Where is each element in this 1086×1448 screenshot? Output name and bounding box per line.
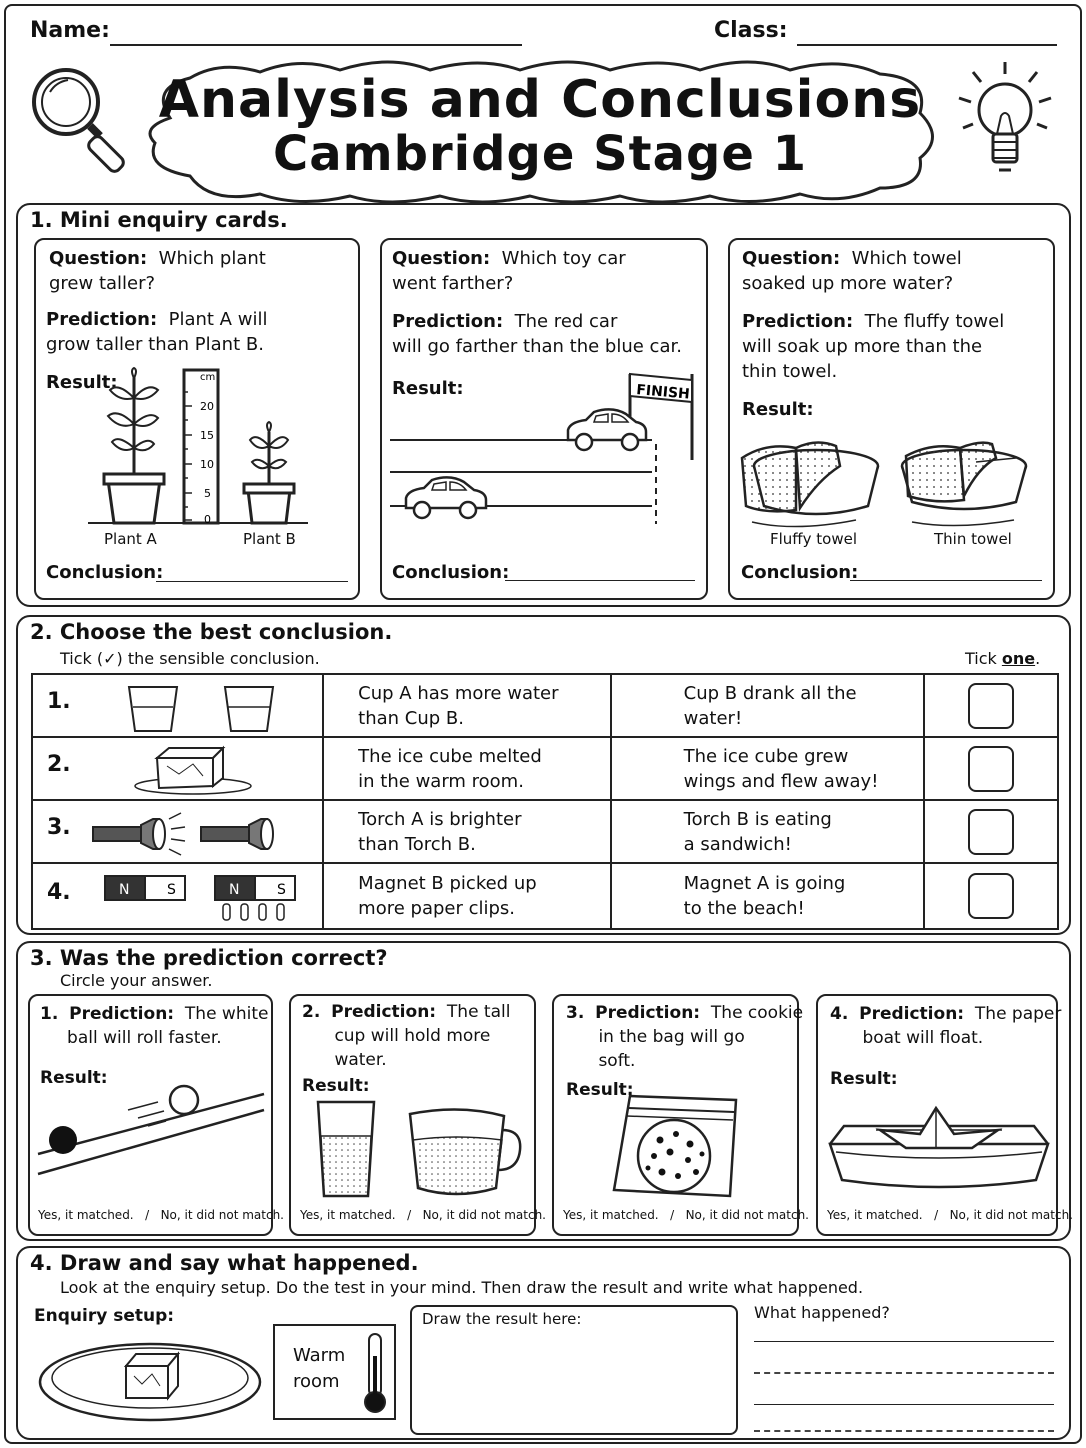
pcard4-answer: Yes, it matched. / No, it did not match.: [827, 1208, 1073, 1222]
toy-cars-track-illustration: [390, 368, 700, 530]
plant-a-caption: Plant A: [104, 530, 157, 548]
tick-box[interactable]: [968, 746, 1014, 792]
answer-line[interactable]: [754, 1430, 1054, 1432]
choice-row: [32, 737, 1058, 800]
card2-conclusion-label: Conclusion:: [392, 562, 510, 583]
card1-question: Question: Which plant grew taller?: [49, 248, 266, 294]
option-a[interactable]: Magnet B picked up more paper clips.: [323, 863, 610, 929]
ruler-tick: 10: [200, 458, 214, 471]
section4-title: 4. Draw and say what happened.: [30, 1251, 419, 1275]
pcard4-prediction: 4. Prediction: The paper boat will float.: [830, 1004, 1062, 1048]
section3-title: 3. Was the prediction correct?: [30, 946, 388, 970]
ramp-balls-illustration: [36, 1082, 268, 1182]
name-field[interactable]: [110, 44, 522, 46]
row-number: 2.: [47, 752, 71, 777]
card1-conclusion-label: Conclusion:: [46, 562, 164, 583]
ruler-tick: 15: [200, 429, 214, 442]
class-field[interactable]: [797, 44, 1057, 46]
option-b[interactable]: Cup B drank all the water!: [611, 674, 925, 737]
conclusion-choices-table: [31, 673, 1059, 930]
page-title: Analysis and Conclusions: [158, 70, 922, 130]
card3-conclusion-label: Conclusion:: [741, 562, 859, 583]
no-matched-option[interactable]: No, it did not match.: [422, 1208, 546, 1222]
card2-prediction: Prediction: The red car will go farther than the blue car.: [392, 311, 682, 357]
yes-matched-option[interactable]: Yes, it matched.: [300, 1208, 396, 1222]
section2-instruction: Tick (✓) the sensible conclusion.: [60, 649, 320, 668]
page-subtitle: Cambridge Stage 1: [272, 126, 808, 182]
light-bulb-icon: [955, 58, 1065, 183]
pcard2-result-label: Result:: [302, 1076, 370, 1096]
option-b[interactable]: The ice cube grew wings and flew away!: [611, 737, 925, 800]
row-number: 3.: [47, 815, 71, 840]
two-torches-icon: [93, 809, 303, 859]
pcard2-answer: Yes, it matched. / No, it did not match.: [300, 1208, 546, 1222]
yes-matched-option[interactable]: Yes, it matched.: [827, 1208, 923, 1222]
ruler-tick: 20: [200, 400, 214, 413]
card3-prediction: Prediction: The fluffy towel will soak up more than the thin towel.: [742, 311, 1005, 382]
card2-conclusion-field[interactable]: [505, 580, 695, 581]
yes-matched-option[interactable]: Yes, it matched.: [38, 1208, 134, 1222]
card3-conclusion-field[interactable]: [850, 580, 1042, 581]
pcard1-result-label: Result:: [40, 1068, 108, 1088]
melting-ice-cube-icon: [133, 744, 273, 798]
draw-result-label: Draw the result here:: [422, 1310, 582, 1328]
magnet-s-label: S: [167, 882, 176, 898]
pcard3-prediction: 3. Prediction: The cookie in the bag will go soft.: [566, 1003, 804, 1071]
tick-one-note: Tick one.: [965, 649, 1041, 668]
two-cups-icon: [129, 683, 279, 733]
card3-question: Question: Which towel soaked up more water?: [742, 248, 962, 294]
card2-result-label: Result:: [392, 378, 464, 399]
row-number: 1.: [47, 689, 71, 714]
ice-cube-on-plate-illustration: [38, 1338, 262, 1426]
tick-box[interactable]: [968, 683, 1014, 729]
answer-line[interactable]: [754, 1404, 1054, 1405]
tick-box[interactable]: [968, 873, 1014, 919]
card3-result-label: Result:: [742, 399, 814, 420]
magnet-s-label: S: [277, 882, 286, 898]
pcard3-result-label: Result:: [566, 1080, 634, 1100]
pcard1-prediction: 1. Prediction: The white ball will roll faster.: [40, 1004, 269, 1048]
fluffy-towel-caption: Fluffy towel: [770, 530, 858, 548]
pcard2-prediction: 2. Prediction: The tall cup will hold more water.: [302, 1002, 511, 1070]
option-a[interactable]: Torch A is brighter than Torch B.: [323, 800, 610, 863]
section1-title: 1. Mini enquiry cards.: [30, 208, 288, 232]
thin-towel-caption: Thin towel: [934, 530, 1012, 548]
thermometer-icon: [360, 1332, 390, 1418]
plant-b-caption: Plant B: [243, 530, 296, 548]
section3-instruction: Circle your answer.: [60, 971, 213, 990]
warm-room-label: Warm room: [293, 1345, 346, 1392]
tick-box[interactable]: [968, 809, 1014, 855]
finish-sign: FINISH: [635, 382, 691, 403]
card1-result-label: Result:: [46, 372, 118, 393]
ruler-tick: 5: [204, 487, 211, 500]
section2-title: 2. Choose the best conclusion.: [30, 620, 393, 644]
card1-prediction: Prediction: Plant A will grow taller than Plant B.: [46, 309, 268, 355]
card1-conclusion-field[interactable]: [156, 580, 348, 582]
boat-in-tray-illustration: [826, 1104, 1052, 1194]
no-matched-option[interactable]: No, it did not match.: [949, 1208, 1073, 1222]
yes-matched-option[interactable]: Yes, it matched.: [563, 1208, 659, 1222]
no-matched-option[interactable]: No, it did not match.: [685, 1208, 809, 1222]
what-happened-label: What happened?: [754, 1303, 890, 1322]
no-matched-option[interactable]: No, it did not match.: [160, 1208, 284, 1222]
name-label: Name:: [30, 18, 110, 43]
magnet-n-label: N: [119, 882, 130, 898]
pcard3-answer: Yes, it matched. / No, it did not match.: [563, 1208, 809, 1222]
choice-row: [32, 863, 1058, 929]
answer-line[interactable]: [754, 1341, 1054, 1342]
option-a[interactable]: The ice cube melted in the warm room.: [323, 737, 610, 800]
magnifying-glass-icon: [30, 64, 140, 184]
choice-row: [32, 800, 1058, 863]
option-b[interactable]: Torch B is eating a sandwich!: [611, 800, 925, 863]
magnet-n-label: N: [229, 882, 240, 898]
pcard1-answer: Yes, it matched. / No, it did not match.: [38, 1208, 284, 1222]
section4-instruction: Look at the enquiry setup. Do the test in your mind. Then draw the result and write what happened.: [60, 1278, 864, 1297]
choice-row: [32, 674, 1058, 737]
cookie-in-bag-illustration: [612, 1092, 742, 1202]
row-number: 4.: [47, 880, 71, 905]
option-b[interactable]: Magnet A is going to the beach!: [611, 863, 925, 929]
card2-question: Question: Which toy car went farther?: [392, 248, 626, 294]
plants-and-ruler-illustration: [88, 368, 318, 528]
answer-line[interactable]: [754, 1372, 1054, 1374]
class-label: Class:: [714, 18, 788, 43]
two-magnets-icon: [105, 874, 305, 926]
ruler-tick: 0: [204, 513, 211, 526]
ruler-unit: cm: [200, 372, 216, 383]
tall-and-wide-cups-illustration: [316, 1100, 526, 1200]
setup-label: Enquiry setup:: [34, 1306, 175, 1326]
option-a[interactable]: Cup A has more water than Cup B.: [323, 674, 610, 737]
towels-in-bowls-illustration: [736, 436, 1036, 532]
pcard4-result-label: Result:: [830, 1069, 898, 1089]
